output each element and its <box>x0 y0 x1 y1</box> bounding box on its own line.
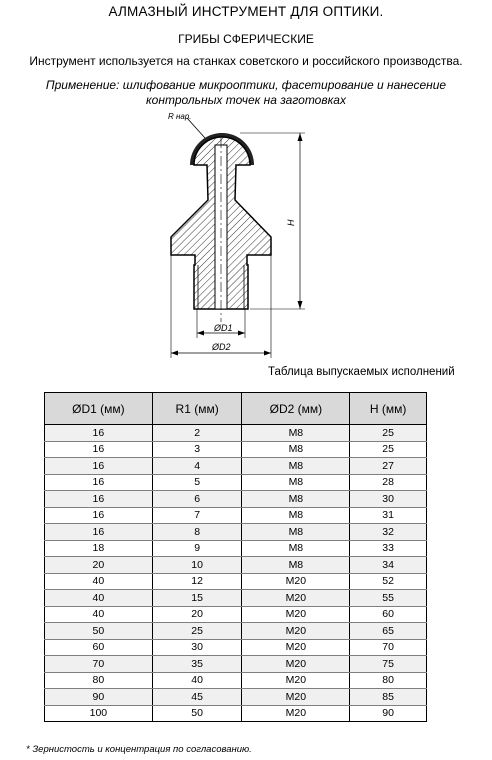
cell-h: 25 <box>350 425 427 442</box>
table-row <box>45 540 427 557</box>
table-row <box>45 656 427 673</box>
table-row <box>45 458 427 475</box>
cell-r1: 25 <box>152 623 242 640</box>
table-row <box>45 474 427 491</box>
cell-d1: 90 <box>45 689 153 706</box>
cell-r1: 9 <box>152 540 242 557</box>
cell-d1: 16 <box>45 507 153 524</box>
cell-d2: M8 <box>242 441 350 458</box>
cell-r1: 6 <box>152 491 242 508</box>
cell-d1: 80 <box>45 672 153 689</box>
cell-d2: M20 <box>242 656 350 673</box>
col-header-h: H (мм) <box>350 393 427 425</box>
cell-d2: M20 <box>242 672 350 689</box>
d2-dimension-label: ØD2 <box>212 342 231 352</box>
cell-d2: M8 <box>242 425 350 442</box>
table-row <box>45 672 427 689</box>
cell-h: 52 <box>350 573 427 590</box>
cell-d2: M20 <box>242 639 350 656</box>
table-row <box>45 557 427 574</box>
cell-h: 65 <box>350 623 427 640</box>
cell-d1: 50 <box>45 623 153 640</box>
page-subtitle: ГРИБЫ СФЕРИЧЕСКИЕ <box>178 32 314 46</box>
cell-d2: M20 <box>242 689 350 706</box>
cell-h: 30 <box>350 491 427 508</box>
table-row <box>45 606 427 623</box>
cell-d2: M20 <box>242 606 350 623</box>
cell-h: 60 <box>350 606 427 623</box>
cell-h: 55 <box>350 590 427 607</box>
application-text <box>20 78 472 108</box>
cell-r1: 50 <box>152 705 242 722</box>
footnote: * Зернистость и концентрация по согласованию. <box>26 744 252 755</box>
table-row <box>45 705 427 722</box>
cell-d2: M20 <box>242 705 350 722</box>
cell-r1: 4 <box>152 458 242 475</box>
table-row <box>45 425 427 442</box>
cell-h: 33 <box>350 540 427 557</box>
cell-h: 27 <box>350 458 427 475</box>
cell-r1: 3 <box>152 441 242 458</box>
cell-h: 31 <box>350 507 427 524</box>
application-line-2: контрольных точек на заготовках <box>146 93 346 107</box>
table-header-row <box>45 393 427 425</box>
cell-r1: 7 <box>152 507 242 524</box>
cell-d1: 40 <box>45 590 153 607</box>
cell-h: 32 <box>350 524 427 541</box>
cell-d1: 18 <box>45 540 153 557</box>
col-header-d1: ØD1 (мм) <box>45 393 153 425</box>
cell-h: 34 <box>350 557 427 574</box>
cell-d1: 16 <box>45 425 153 442</box>
table-row <box>45 623 427 640</box>
cell-r1: 12 <box>152 573 242 590</box>
cell-d2: M8 <box>242 557 350 574</box>
cell-d1: 16 <box>45 524 153 541</box>
cell-h: 80 <box>350 672 427 689</box>
col-header-r1: R1 (мм) <box>152 393 242 425</box>
h-dimension-label: H <box>286 219 296 226</box>
cell-d1: 100 <box>45 705 153 722</box>
cell-r1: 20 <box>152 606 242 623</box>
table-row <box>45 689 427 706</box>
cell-d2: M8 <box>242 507 350 524</box>
cell-d2: M8 <box>242 524 350 541</box>
table-row <box>45 639 427 656</box>
table-row <box>45 491 427 508</box>
table-body <box>45 425 427 722</box>
tool-cross-section-drawing <box>150 105 320 365</box>
cell-d1: 60 <box>45 639 153 656</box>
cell-h: 90 <box>350 705 427 722</box>
cell-d1: 40 <box>45 573 153 590</box>
cell-d2: M20 <box>242 623 350 640</box>
page-title: АЛМАЗНЫЙ ИНСТРУМЕНТ ДЛЯ ОПТИКИ. <box>108 4 384 19</box>
table-row <box>45 573 427 590</box>
cell-h: 28 <box>350 474 427 491</box>
cell-r1: 10 <box>152 557 242 574</box>
table-row <box>45 590 427 607</box>
cell-r1: 40 <box>152 672 242 689</box>
usage-text: Инструмент используется на станках советского и российского производства. <box>29 54 463 68</box>
cell-d2: M20 <box>242 590 350 607</box>
cell-r1: 35 <box>152 656 242 673</box>
table-row <box>45 524 427 541</box>
cell-h: 25 <box>350 441 427 458</box>
cell-d2: M8 <box>242 540 350 557</box>
table-caption: Таблица выпускаемых исполнений <box>268 366 455 378</box>
cell-d2: M8 <box>242 491 350 508</box>
cell-r1: 30 <box>152 639 242 656</box>
table-row <box>45 507 427 524</box>
cell-d1: 70 <box>45 656 153 673</box>
cell-d2: M8 <box>242 474 350 491</box>
cell-d2: M8 <box>242 458 350 475</box>
cell-r1: 8 <box>152 524 242 541</box>
cell-d1: 16 <box>45 441 153 458</box>
r-outer-label: R нар. <box>168 112 192 121</box>
table-row <box>45 441 427 458</box>
cell-d1: 40 <box>45 606 153 623</box>
application-line-1: Применение: шлифование микрооптики, фасетирование и нанесение <box>45 78 447 92</box>
cell-d1: 16 <box>45 474 153 491</box>
d1-dimension-label: ØD1 <box>214 323 233 333</box>
cell-d1: 20 <box>45 557 153 574</box>
cell-h: 70 <box>350 639 427 656</box>
cell-d2: M20 <box>242 573 350 590</box>
col-header-d2: ØD2 (мм) <box>242 393 350 425</box>
cell-r1: 45 <box>152 689 242 706</box>
cell-d1: 16 <box>45 491 153 508</box>
cell-r1: 15 <box>152 590 242 607</box>
cell-d1: 16 <box>45 458 153 475</box>
cell-h: 75 <box>350 656 427 673</box>
cell-r1: 2 <box>152 425 242 442</box>
cell-r1: 5 <box>152 474 242 491</box>
cell-h: 85 <box>350 689 427 706</box>
specs-table <box>44 392 427 722</box>
